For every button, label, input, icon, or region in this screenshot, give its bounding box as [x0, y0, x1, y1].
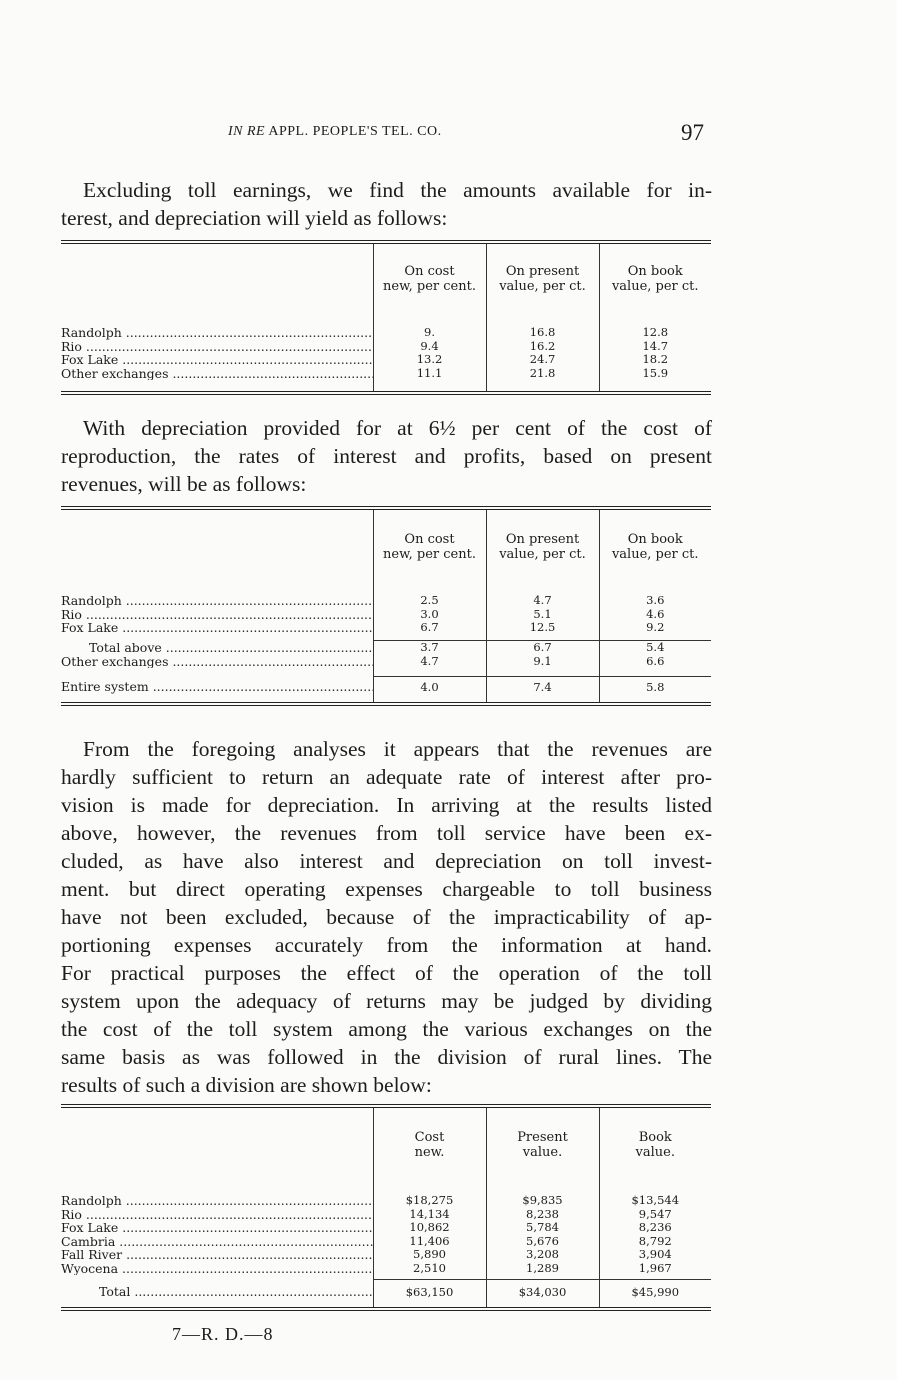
para-line: hardly sufficient to return an adequate rate of interest after pro-	[61, 765, 712, 789]
paragraph-depreciation	[61, 414, 712, 498]
column-header-present-value: On present value, per ct.	[486, 244, 599, 310]
table-row: Entire system ..... 4.0 7.4 5.8	[61, 676, 711, 694]
table-bottom-rule	[61, 391, 711, 395]
table-row: Randolph ..... 9. 16.8 12.8	[61, 326, 711, 340]
signature-mark: 7—R. D.—8	[172, 1324, 274, 1344]
column-header-present-value: Present value.	[486, 1108, 599, 1178]
column-header-book-value: Book value.	[599, 1108, 711, 1178]
column-header-cost-new: On cost new, per cent.	[373, 510, 486, 578]
para-line: revenues, will be as follows:	[61, 472, 307, 496]
table-row: Fox Lake ..... 13.2 24.7 18.2	[61, 353, 711, 367]
para-line: reproduction, the rates of interest and profits, based on present	[61, 444, 712, 468]
para-line: portioning expenses accurately from the information at hand.	[61, 933, 712, 957]
page-header	[60, 120, 710, 154]
para-line: vision is made for depreciation. In arriving at the results listed	[61, 793, 712, 817]
table-bottom-rule	[61, 702, 711, 706]
para-line: above, however, the revenues from toll service have been ex-	[61, 821, 712, 845]
paragraph-intro	[61, 176, 712, 232]
para-line: From the foregoing analyses it appears that the revenues are	[83, 737, 712, 761]
column-header-book-value: On book value, per ct.	[599, 244, 711, 310]
table-row: Rio ..... 9.4 16.2 14.7	[61, 340, 711, 354]
para-line: results of such a division are shown below:	[61, 1073, 432, 1097]
para-line: Excluding toll earnings, we find the amounts available for in-	[83, 178, 712, 202]
table-returns-excluding-toll	[61, 240, 711, 395]
table-bottom-rule	[61, 1307, 711, 1311]
table-row: Rio ..... 3.0 5.1 4.6	[61, 608, 711, 622]
para-line: the cost of the toll system among the various exchanges on the	[61, 1017, 712, 1041]
running-head-title: APPL. PEOPLE'S TEL. CO.	[268, 124, 442, 139]
table-row: Other exchanges ..... 11.1 21.8 15.9	[61, 367, 711, 381]
para-line: terest, and depreciation will yield as follows:	[61, 206, 448, 230]
table-row: Fox Lake ..... 10,862 5,784 8,236	[61, 1221, 711, 1235]
table-row: Randolph ..... $18,275 $9,835 $13,544	[61, 1194, 711, 1208]
table-row: Wyocena ..... 2,510 1,289 1,967	[61, 1262, 711, 1276]
table-rates-with-depreciation	[61, 506, 711, 706]
para-line: With depreciation provided for at 6½ per cent of the cost of	[83, 416, 712, 440]
page-number: 97	[681, 120, 704, 145]
table-row-total: Total ..... $63,150 $34,030 $45,990	[61, 1279, 711, 1299]
column-header-present-value: On present value, per ct.	[486, 510, 599, 578]
table-row: Total above ..... 3.7 6.7 5.4	[61, 641, 711, 655]
para-line: have not been excluded, because of the impracticability of ap-	[61, 905, 712, 929]
para-line: For practical purposes the effect of the operation of the toll	[61, 961, 712, 985]
table-row: Rio ..... 14,134 8,238 9,547	[61, 1208, 711, 1222]
table-row: Cambria ..... 11,406 5,676 8,792	[61, 1235, 711, 1249]
running-head-italic: IN RE	[228, 124, 266, 139]
column-header-cost-new: On cost new, per cent.	[373, 244, 486, 310]
para-line: cluded, as have also interest and depreciation on toll invest-	[61, 849, 712, 873]
para-line: ment. but direct operating expenses chargeable to toll business	[61, 877, 712, 901]
table-toll-cost-division	[61, 1104, 711, 1311]
table-row: Other exchanges ..... 4.7 9.1 6.6	[61, 655, 711, 669]
paragraph-analysis	[61, 735, 712, 1099]
table-row: Fall River ..... 5,890 3,208 3,904	[61, 1248, 711, 1262]
table-row: Randolph ..... 2.5 4.7 3.6	[61, 594, 711, 608]
column-header-cost-new: Cost new.	[373, 1108, 486, 1178]
column-header-book-value: On book value, per ct.	[599, 510, 711, 578]
para-line: system upon the adequacy of returns may be judged by dividing	[61, 989, 712, 1013]
para-line: same basis as was followed in the division of rural lines. The	[61, 1045, 712, 1069]
table-row: Fox Lake ..... 6.7 12.5 9.2	[61, 621, 711, 635]
running-head	[228, 124, 442, 140]
